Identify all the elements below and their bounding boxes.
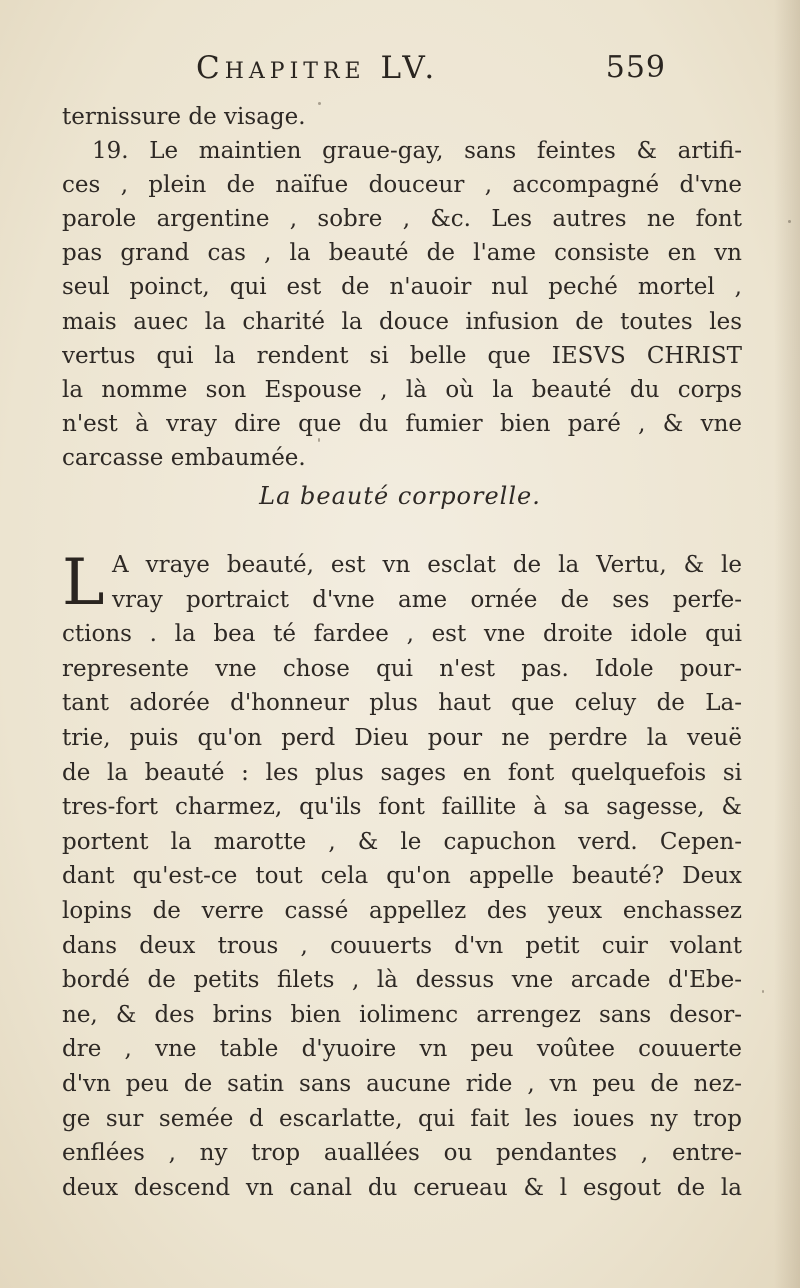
- text-line: ces , plein de naïfue douceur , accompagné d'vne: [62, 172, 742, 199]
- text-line: pas grand cas , la beauté de l'ame consiste en vn: [62, 240, 742, 267]
- paragraph-continuation: [62, 100, 742, 475]
- text-line: ternissure de visage.: [62, 104, 306, 130]
- text-line: ctions . la bea té fardee , est vne droite idole qui: [62, 621, 742, 648]
- text-line: A vraye beauté, est vn esclat de la Vertu, & le: [112, 552, 742, 578]
- text-line: ne, & des brins bien iolimenc arrengez sans desor-: [62, 1001, 742, 1028]
- paragraph-beauty: [62, 548, 742, 1205]
- text-line: ge sur semée d escarlatte, qui fait les ioues ny trop: [62, 1105, 742, 1132]
- running-header: [196, 50, 666, 100]
- text-line: trie, puis qu'on perd Dieu pour ne perdre la veuë: [62, 724, 742, 751]
- text-line: carcasse embaumée.: [62, 444, 306, 471]
- page-number: 559: [605, 50, 666, 85]
- drop-cap: L: [62, 546, 105, 620]
- text-line: 19. Le maintien graue-gay, sans feintes & artifi-: [92, 138, 742, 165]
- text-line: dant qu'est-ce tout cela qu'on appelle beauté? Deux: [62, 863, 742, 890]
- section-heading: La beauté corporelle.: [259, 482, 541, 510]
- text-line: dans deux trous , couuerts d'vn petit cuir volant: [62, 932, 742, 959]
- text-line: vertus qui la rendent si belle que IESVS CHRIST: [62, 342, 742, 369]
- text-line: enflées , ny trop auallées ou pendantes , entre-: [62, 1140, 742, 1167]
- text-line: n'est à vray dire que du fumier bien paré , & vne: [62, 410, 742, 437]
- text-line: mais auec la charité la douce infusion de toutes les: [62, 308, 742, 335]
- text-line: vray portraict d'vne ame ornée de ses perfe-: [112, 586, 742, 613]
- chapter-title: Chapitre LV.: [196, 50, 440, 86]
- text-line: dre , vne table d'yuoire vn peu voûtee couuerte: [62, 1036, 742, 1063]
- text-line: de la beauté : les plus sages en font quelquefois si: [62, 759, 742, 786]
- text-line: deux descend vn canal du cerueau & l esgout de la: [62, 1174, 742, 1201]
- text-line: parole argentine , sobre , &c. Les autres ne font: [62, 206, 742, 233]
- page-edge-shadow: [774, 0, 800, 1288]
- text-line: tant adorée d'honneur plus haut que celuy de La-: [62, 690, 742, 717]
- text-line: seul poinct, qui est de n'auoir nul peché mortel ,: [62, 274, 742, 301]
- text-line: bordé de petits filets , là dessus vne arcade d'Ebe-: [62, 967, 742, 994]
- text-line: represente vne chose qui n'est pas. Idole pour-: [62, 655, 742, 682]
- text-line: tres-fort charmez, qu'ils font faillite à sa sagesse, &: [62, 794, 742, 821]
- text-line: la nomme son Espouse , là où la beauté du corps: [62, 376, 742, 403]
- text-line: d'vn peu de satin sans aucune ride , vn peu de nez-: [62, 1070, 742, 1097]
- text-line: portent la marotte , & le capuchon verd. Cepen-: [62, 828, 742, 855]
- text-line: lopins de verre cassé appellez des yeux enchassez: [62, 897, 742, 924]
